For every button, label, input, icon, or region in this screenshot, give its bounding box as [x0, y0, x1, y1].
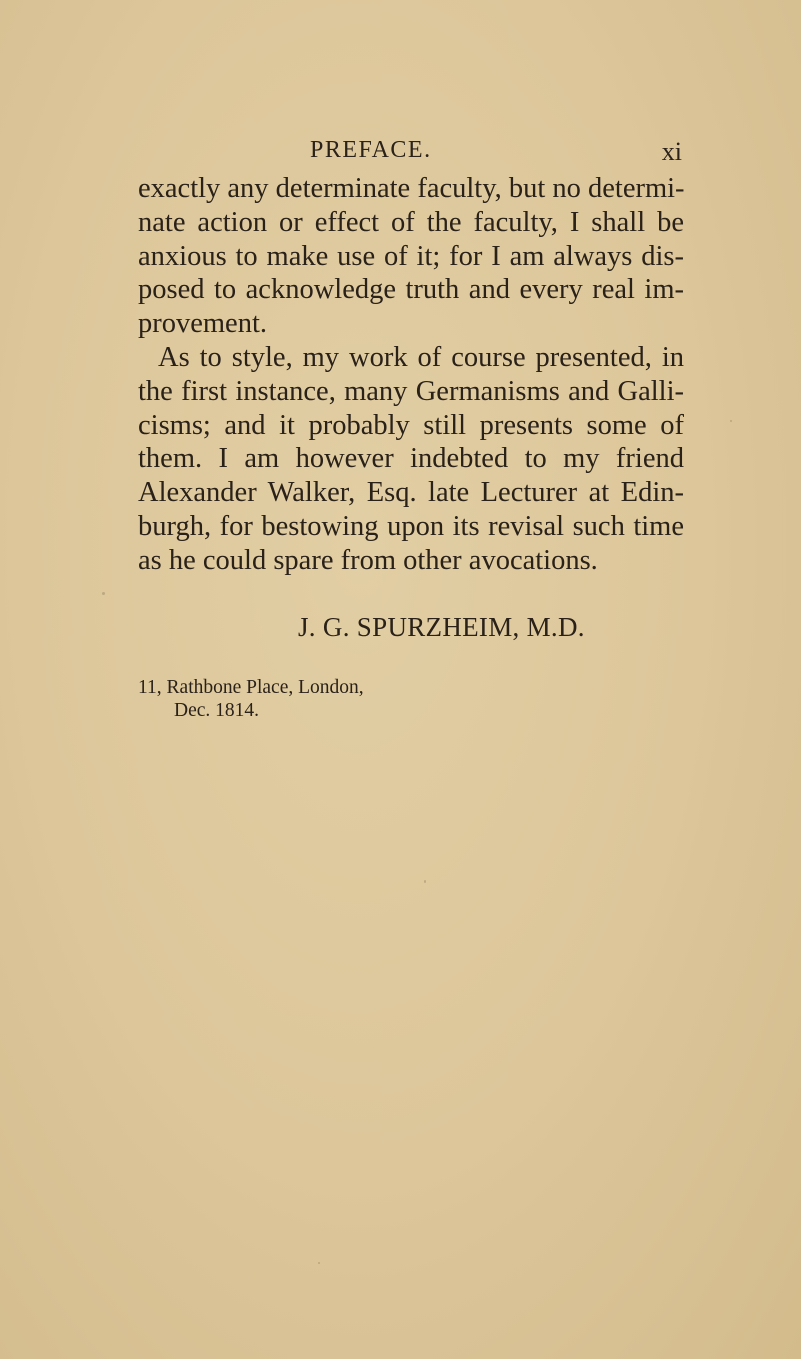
text-line: Alexander Walker, Esq. late Lecturer at Edin- — [138, 477, 684, 509]
text-line: exactly any determinate faculty, but no determi- — [138, 173, 685, 204]
text-line: the first instance, many Germanisms and Galli- — [138, 375, 684, 407]
address-date: Dec. 1814. — [174, 700, 260, 721]
text-line: provement. — [138, 308, 268, 340]
preface-text — [138, 172, 684, 578]
running-title: PREFACE. — [310, 137, 432, 163]
text-line: nate action or effect of the faculty, I shall be — [138, 206, 684, 238]
paper-speck — [102, 592, 105, 595]
paper-speck — [318, 1262, 320, 1264]
page-number: xi — [661, 137, 682, 166]
text-line: posed to acknowledge truth and every real im- — [138, 274, 684, 306]
running-head — [138, 137, 688, 167]
text-line: burgh, for bestowing upon its revisal such time — [138, 510, 684, 542]
address-place: 11, Rathbone Place, London, — [138, 677, 364, 698]
text-line: anxious to make use of it; for I am always dis- — [138, 240, 684, 272]
text-line: As to style, my work of course presented, in — [158, 341, 684, 373]
paper-speck — [730, 420, 732, 422]
address-block — [138, 676, 364, 722]
author-signature: J. G. SPURZHEIM, M.D. — [298, 612, 585, 642]
text-line: as he could spare from other avocations. — [138, 544, 598, 576]
text-line: them. I am however indebted to my friend — [138, 443, 684, 475]
text-line: cisms; and it probably still presents some of — [138, 409, 684, 441]
paper-speck — [424, 880, 426, 883]
